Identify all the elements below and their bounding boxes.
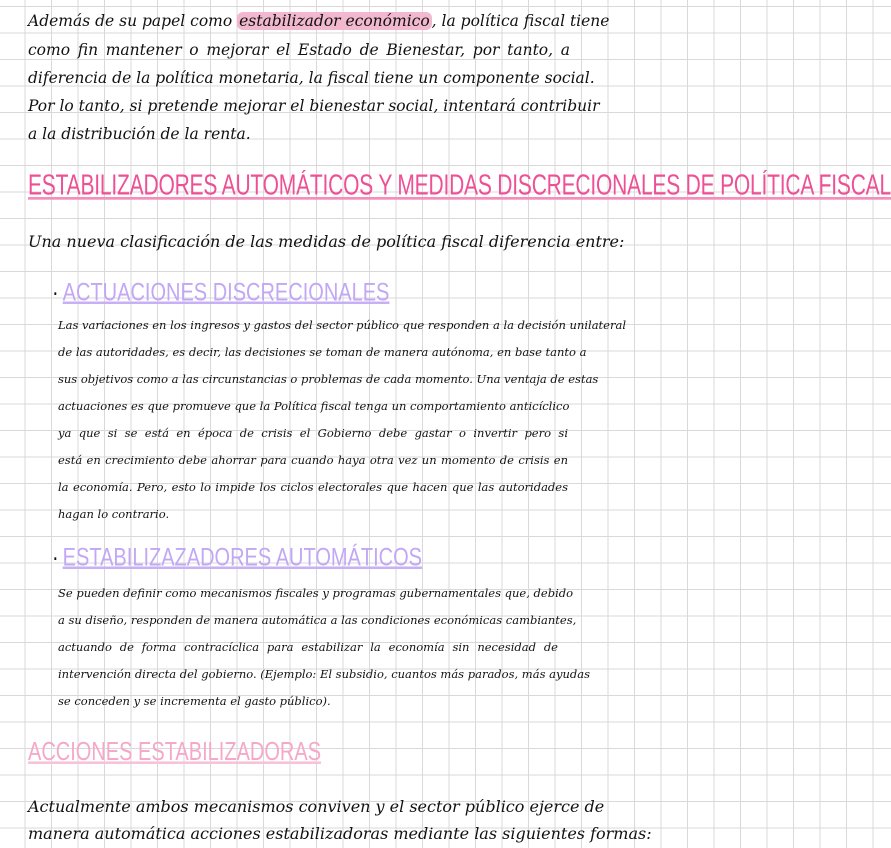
- section1-line-3: sus objetivos como a las circunstancias o problemas de cada momento. Una ventaja de estas: [58, 372, 599, 386]
- acciones-heading: ACCIONES ESTABILIZADORAS: [28, 738, 322, 767]
- section-heading-discrecionales: [52, 279, 389, 308]
- highlighted-term: estabilizador económico: [239, 12, 430, 30]
- section1-line-8: hagan lo contrario.: [58, 507, 170, 521]
- lead-sentence: Una nueva clasificación de las medidas de política fiscal diferencia entre:: [28, 232, 625, 251]
- bullet-dot: ·: [52, 544, 59, 572]
- intro-line-1-end: , la política fiscal tiene: [431, 12, 610, 30]
- intro-line-3: diferencia de la política monetaria, la fiscal tiene un componente social.: [28, 69, 595, 87]
- section1-line-2: de las autoridades, es decir, las decisiones se toman de manera autónoma, en base tanto a: [58, 345, 587, 359]
- intro-line-1-start: Además de su papel como: [28, 12, 238, 30]
- section1-line-4: actuaciones es que promueve que la Política fiscal tenga un comportamiento anticíclico: [58, 399, 570, 413]
- bullet-dot: ·: [52, 279, 59, 307]
- section-title: ESTABILIZAZADORES AUTOMÁTICOS: [62, 544, 422, 572]
- section2-line-3: actuando de forma contracíclica para estabilizar la economía sin necesidad de: [58, 640, 558, 654]
- section2-line-5: se conceden y se incrementa el gasto público).: [58, 694, 331, 708]
- section2-line-2: a su diseño, responden de manera automática a las condiciones económicas cambiantes,: [58, 613, 577, 627]
- section2-line-4: intervención directa del gobierno. (Ejemplo: El subsidio, cuantos más parados, más ayudas: [58, 667, 591, 681]
- section-heading-automaticos: [52, 544, 422, 573]
- main-heading: ESTABILIZADORES AUTOMÁTICOS Y MEDIDAS DISCRECIONALES DE POLÍTICA FISCAL: [28, 170, 891, 202]
- section2-line-1: Se pueden definir como mecanismos fiscales y programas gubernamentales que, debido: [58, 586, 574, 600]
- section1-line-6: está en crecimiento debe ahorrar para cuando haya otra vez un momento de crisis en: [58, 453, 568, 467]
- section1-line-7: la economía. Pero, esto lo impide los ciclos electorales que hacen que las autoridades: [58, 480, 568, 494]
- intro-line-4: Por lo tanto, si pretende mejorar el bienestar social, intentará contribuir: [28, 97, 600, 115]
- section1-line-1: Las variaciones en los ingresos y gastos del sector público que responden a la decisión unilateral: [58, 318, 627, 332]
- outro-line-1: Actualmente ambos mecanismos conviven y el sector público ejerce de: [28, 797, 605, 816]
- section1-line-5: ya que si se está en época de crisis el Gobierno debe gastar o invertir pero si: [58, 426, 568, 440]
- intro-line-2: como fin mantener o mejorar el Estado de Bienestar, por tanto, a: [28, 41, 570, 59]
- section-title: ACTUACIONES DISCRECIONALES: [62, 279, 390, 307]
- intro-line-1: [28, 12, 610, 30]
- intro-line-5: a la distribución de la renta.: [28, 125, 251, 143]
- outro-line-2: manera automática acciones estabilizadoras mediante las siguientes formas:: [28, 824, 652, 843]
